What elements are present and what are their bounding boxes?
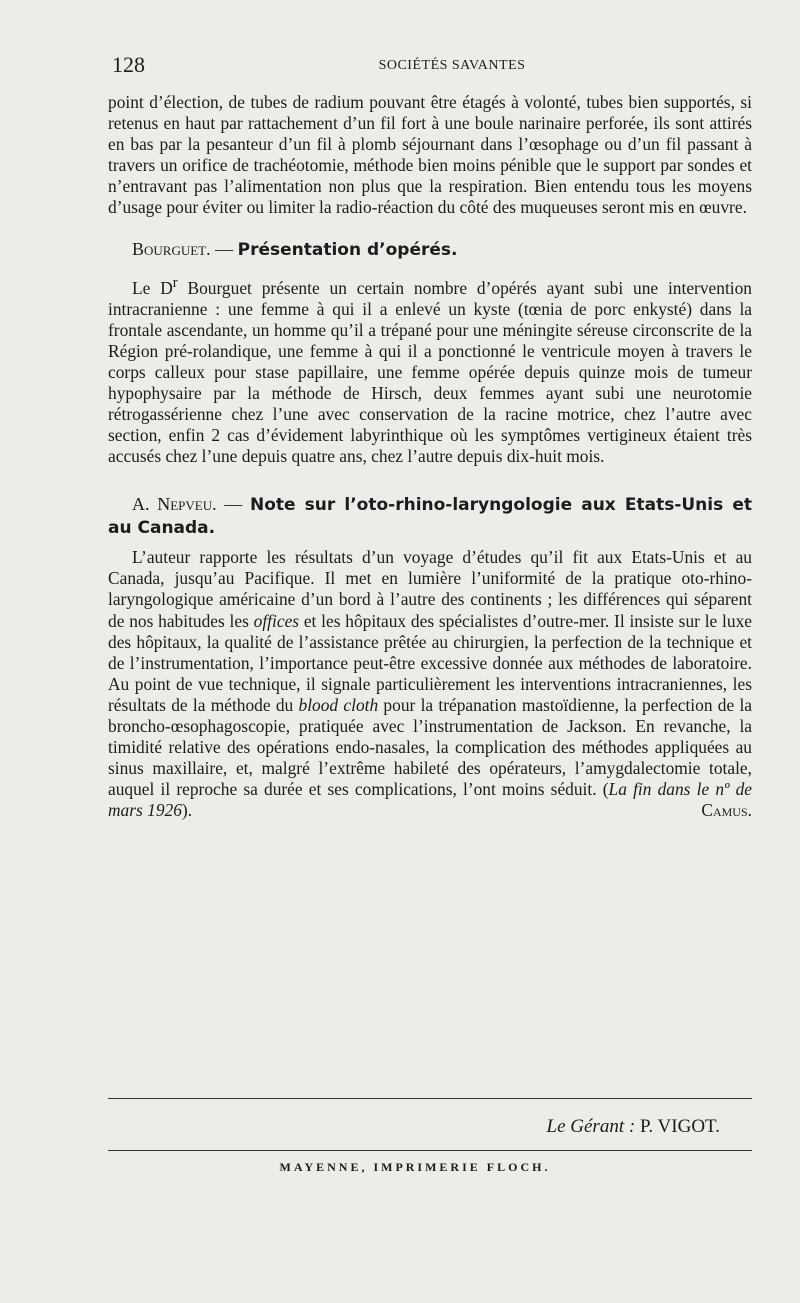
section-title: Note sur l’oto-rhino-laryngologie aux Etats-Unis et au Canada. <box>108 495 753 539</box>
divider-top <box>108 1098 752 1099</box>
paragraph-bourguet <box>108 273 752 468</box>
gerant-label: Le Gérant : <box>546 1116 636 1137</box>
italic-reference: La fin dans le nº de mars 1926 <box>108 779 752 821</box>
paragraph-nepveu <box>108 547 752 821</box>
text-segment: Le D <box>132 277 173 298</box>
section-title: Présentation d’opérés. <box>237 239 458 260</box>
heading-dash: — <box>216 494 250 515</box>
text-segment: ). <box>181 800 193 821</box>
heading-dash: — <box>210 238 238 259</box>
body-text <box>108 92 752 822</box>
divider-bottom <box>108 1150 752 1151</box>
running-head: SOCIÉTÉS SAVANTES <box>378 58 526 73</box>
text-segment: pour la trépanation mastoïdienne, la perfection de la broncho-œsophagoscopie, pratiquée avec l’instrumentation de Jackson. En revanche, la timidité relative des opérations endo-nasales, la complication des méthodes appliquées au sinus maxillaire, et, malgré l’extrême habileté des opérateurs, l’amygdalectomie totale, auquel il reproche sa durée et ses complications, l’ont moins séduit. ( <box>108 694 753 800</box>
signature: Camus. <box>701 800 752 821</box>
paragraph-continuation: point d’élection, de tubes de radium pouvant être étagés à volonté, tubes bien supportés, si retenus en haut par rattachement d’un fil fort à une boule narinaire perforée, ils sont attirés en bas par la pesanteur d’un fil à plomb séjournant dans l’œsophage ou d’un fil passant à travers un orifice de trachéotomie, méthode bien moins pénible que le support par sondes et n’entravant pas l’alimentation non plus que la respiration. Bien entendu tous les moyens d’usage pour éviter ou limiter la radio-réaction du côté des muqueuses seront mis en œuvre. <box>108 92 752 218</box>
gerant-name: P. VIGOT. <box>639 1116 720 1137</box>
page-header <box>112 52 752 82</box>
section-author: Bourguet. <box>132 238 211 259</box>
italic-term: offices <box>253 610 300 631</box>
gerant-line <box>547 1116 720 1138</box>
section-heading-nepveu <box>108 493 752 539</box>
text-segment: Bourguet présente un certain nombre d’opérés ayant subi une intervention intracranienne : une femme à qui il a enlevé un kyste (tœnia de porc enkysté) dans la frontale ascendante, un homme qu’il a trépané pour une méningite séreuse circonscrite de la Région pré-rolandique, une femme à qui il a ponctionné le ventricule moyen à travers le corps calleux pour stase papillaire, une femme opérée depuis quinze mois de tumeur hypophysaire par la méthode de Hirsch, deux femmes ayant subi une neurotomie rétrogassérienne chez l’une avec conservation de la racine motrice, chez l’autre avec section, enfin 2 cas d’évidement labyrinthique où les symptômes vertigineux étaient très accusés chez l’une depuis quatre ans, chez l’autre depuis dix-huit mois. <box>108 277 753 467</box>
section-heading-bourguet <box>108 239 752 261</box>
superscript: r <box>172 274 178 291</box>
section-author: A. Nepveu. <box>132 494 217 515</box>
page-number: 128 <box>112 52 145 77</box>
text-segment: L’auteur rapporte les résultats d’un voyage d’études qu’il fit aux Etats-Unis et au Canada, jusqu’au Pacifique. Il met en lumière l’uniformité de la pratique oto-rhino-laryngologique américaine d’un bord à l’autre des continents ; les différences qui séparent de nos habitudes les <box>108 547 752 631</box>
printer-line: MAYENNE, IMPRIMERIE FLOCH. <box>279 1160 551 1174</box>
text-segment: et les hôpitaux des spécialistes d’outre-mer. Il insiste sur le luxe des hôpitaux, la qualité de l’assistance prêtée au chirurgien, la perfection de la technique et de l’instrumentation, l’importance peut-être excessive donnée aux méthodes de laboratoire. Au point de vue technique, il signale particulièrement les interventions intracraniennes, les résultats de la méthode du <box>108 610 752 715</box>
italic-term: blood cloth <box>298 694 379 715</box>
